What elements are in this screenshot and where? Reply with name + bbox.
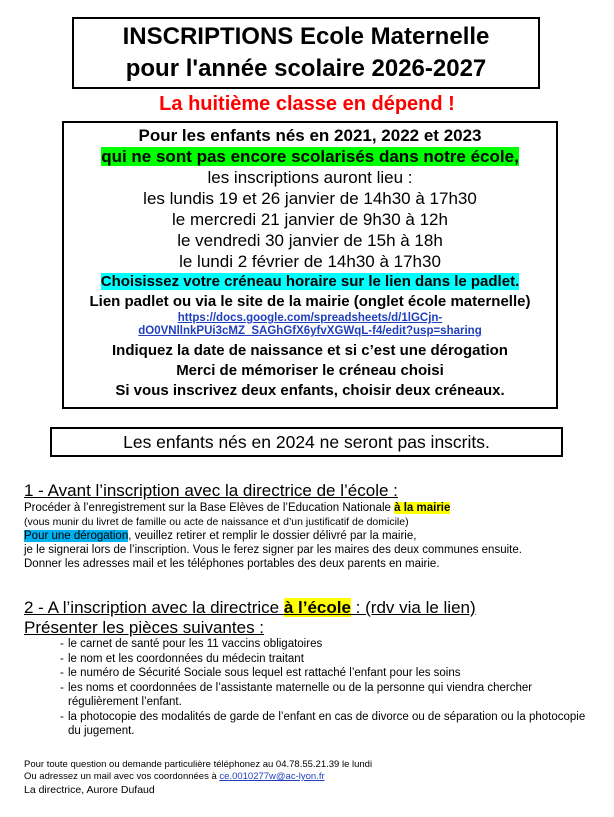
section-2-title bbox=[24, 598, 476, 617]
section-2-title-a: 2 - A l’inscription avec la directrice bbox=[24, 598, 284, 617]
list-item: - le nom et les coordonnées du médecin traitant bbox=[60, 652, 600, 667]
list-item: - le numéro de Sécurité Sociale sous lequel est rattaché l’enfant pour les soins bbox=[60, 666, 600, 681]
info-line-padlet: Lien padlet ou via le site de la mairie (onglet école maternelle) bbox=[89, 293, 531, 310]
list-item: - les noms et coordonnées de l’assistante maternelle ou de la personne qui viendra chercher régulièrement l’enfant. bbox=[60, 681, 600, 710]
info-line-date-1: les lundis 19 et 26 janvier de 14h30 à 17h30 bbox=[143, 189, 477, 208]
info-line-date-2: le mercredi 21 janvier de 9h30 à 12h bbox=[172, 210, 448, 229]
signature: La directrice, Aurore Dufaud bbox=[24, 784, 155, 796]
section-2-title-b: : (rdv via le lien) bbox=[350, 598, 476, 617]
section-1-title: 1 - Avant l’inscription avec la directrice de l’école : bbox=[24, 481, 398, 500]
info-line-date-3: le vendredi 30 janvier de 15h à 18h bbox=[177, 231, 443, 250]
info-line-two-children: Si vous inscrivez deux enfants, choisir deux créneaux. bbox=[115, 382, 505, 399]
padlet-link-line-1[interactable]: https://docs.google.com/spreadsheets/d/1lGCjn- bbox=[177, 312, 443, 324]
info-line-intro: les inscriptions auront lieu : bbox=[207, 168, 413, 187]
title-line-2: pour l'année scolaire 2026-2027 bbox=[125, 55, 487, 82]
footer-phone: Pour toute question ou demande particulière téléphonez au 04.78.55.21.39 le lundi bbox=[24, 759, 373, 770]
list-item: - la photocopie des modalités de garde de l’enfant en cas de divorce ou de séparation ou la photocopie du jugement. bbox=[60, 710, 600, 739]
section-1-line-4: je le signerai lors de l’inscription. Vous le ferez signer par les maires des deux communes ensuite. bbox=[24, 544, 522, 556]
documents-list bbox=[60, 637, 600, 739]
section-1-line-5: Donner les adresses mail et les téléphones portables des deux parents en mairie. bbox=[24, 558, 440, 570]
padlet-link-line-2[interactable]: dO0VNllnkPUi3cMZ_SAGhGfX6yfvXGWqL-f4/edit?usp=sharing bbox=[138, 325, 482, 337]
warning-box: Les enfants nés en 2024 ne seront pas inscrits. bbox=[50, 427, 563, 457]
info-line-not-enrolled: qui ne sont pas encore scolarisés dans notre école, bbox=[101, 147, 519, 166]
mairie-highlight: à la mairie bbox=[394, 502, 451, 514]
section-1-body bbox=[24, 501, 609, 571]
section-2-subtitle: Présenter les pièces suivantes : bbox=[24, 618, 265, 637]
info-line-date-4: le lundi 2 février de 14h30 à 17h30 bbox=[179, 252, 441, 271]
footer-mail-text: Ou adressez un mail avec vos coordonnées à bbox=[24, 771, 220, 782]
info-line-remember: Merci de mémoriser le créneau choisi bbox=[176, 362, 444, 379]
email-link[interactable]: ce.0010277w@ac-lyon.fr bbox=[219, 771, 325, 782]
subtitle: La huitième classe en dépend ! bbox=[159, 93, 455, 115]
info-box bbox=[62, 121, 558, 409]
info-line-birth-years: Pour les enfants nés en 2021, 2022 et 2023 bbox=[138, 126, 482, 145]
title-box bbox=[72, 17, 540, 89]
section-1-line-3: , veuillez retirer et remplir le dossier délivré par la mairie, bbox=[128, 530, 417, 542]
section-1-line-1: Procéder à l’enregistrement sur la Base Elèves de l’Education Nationale bbox=[24, 502, 395, 514]
derogation-highlight: Pour une dérogation bbox=[24, 530, 129, 542]
title-line-1: INSCRIPTIONS Ecole Maternelle bbox=[122, 23, 490, 50]
ecole-highlight: à l’école bbox=[283, 598, 351, 617]
info-line-birthdate: Indiquez la date de naissance et si c’est une dérogation bbox=[112, 342, 508, 359]
info-line-choose-slot: Choisissez votre créneau horaire sur le lien dans le padlet. bbox=[100, 273, 520, 290]
list-item: - le carnet de santé pour les 11 vaccins obligatoires bbox=[60, 637, 600, 652]
section-1-line-2: (vous munir du livret de famille ou acte de naissance et d’un justificatif de domicile) bbox=[24, 516, 409, 528]
footer bbox=[24, 759, 604, 797]
